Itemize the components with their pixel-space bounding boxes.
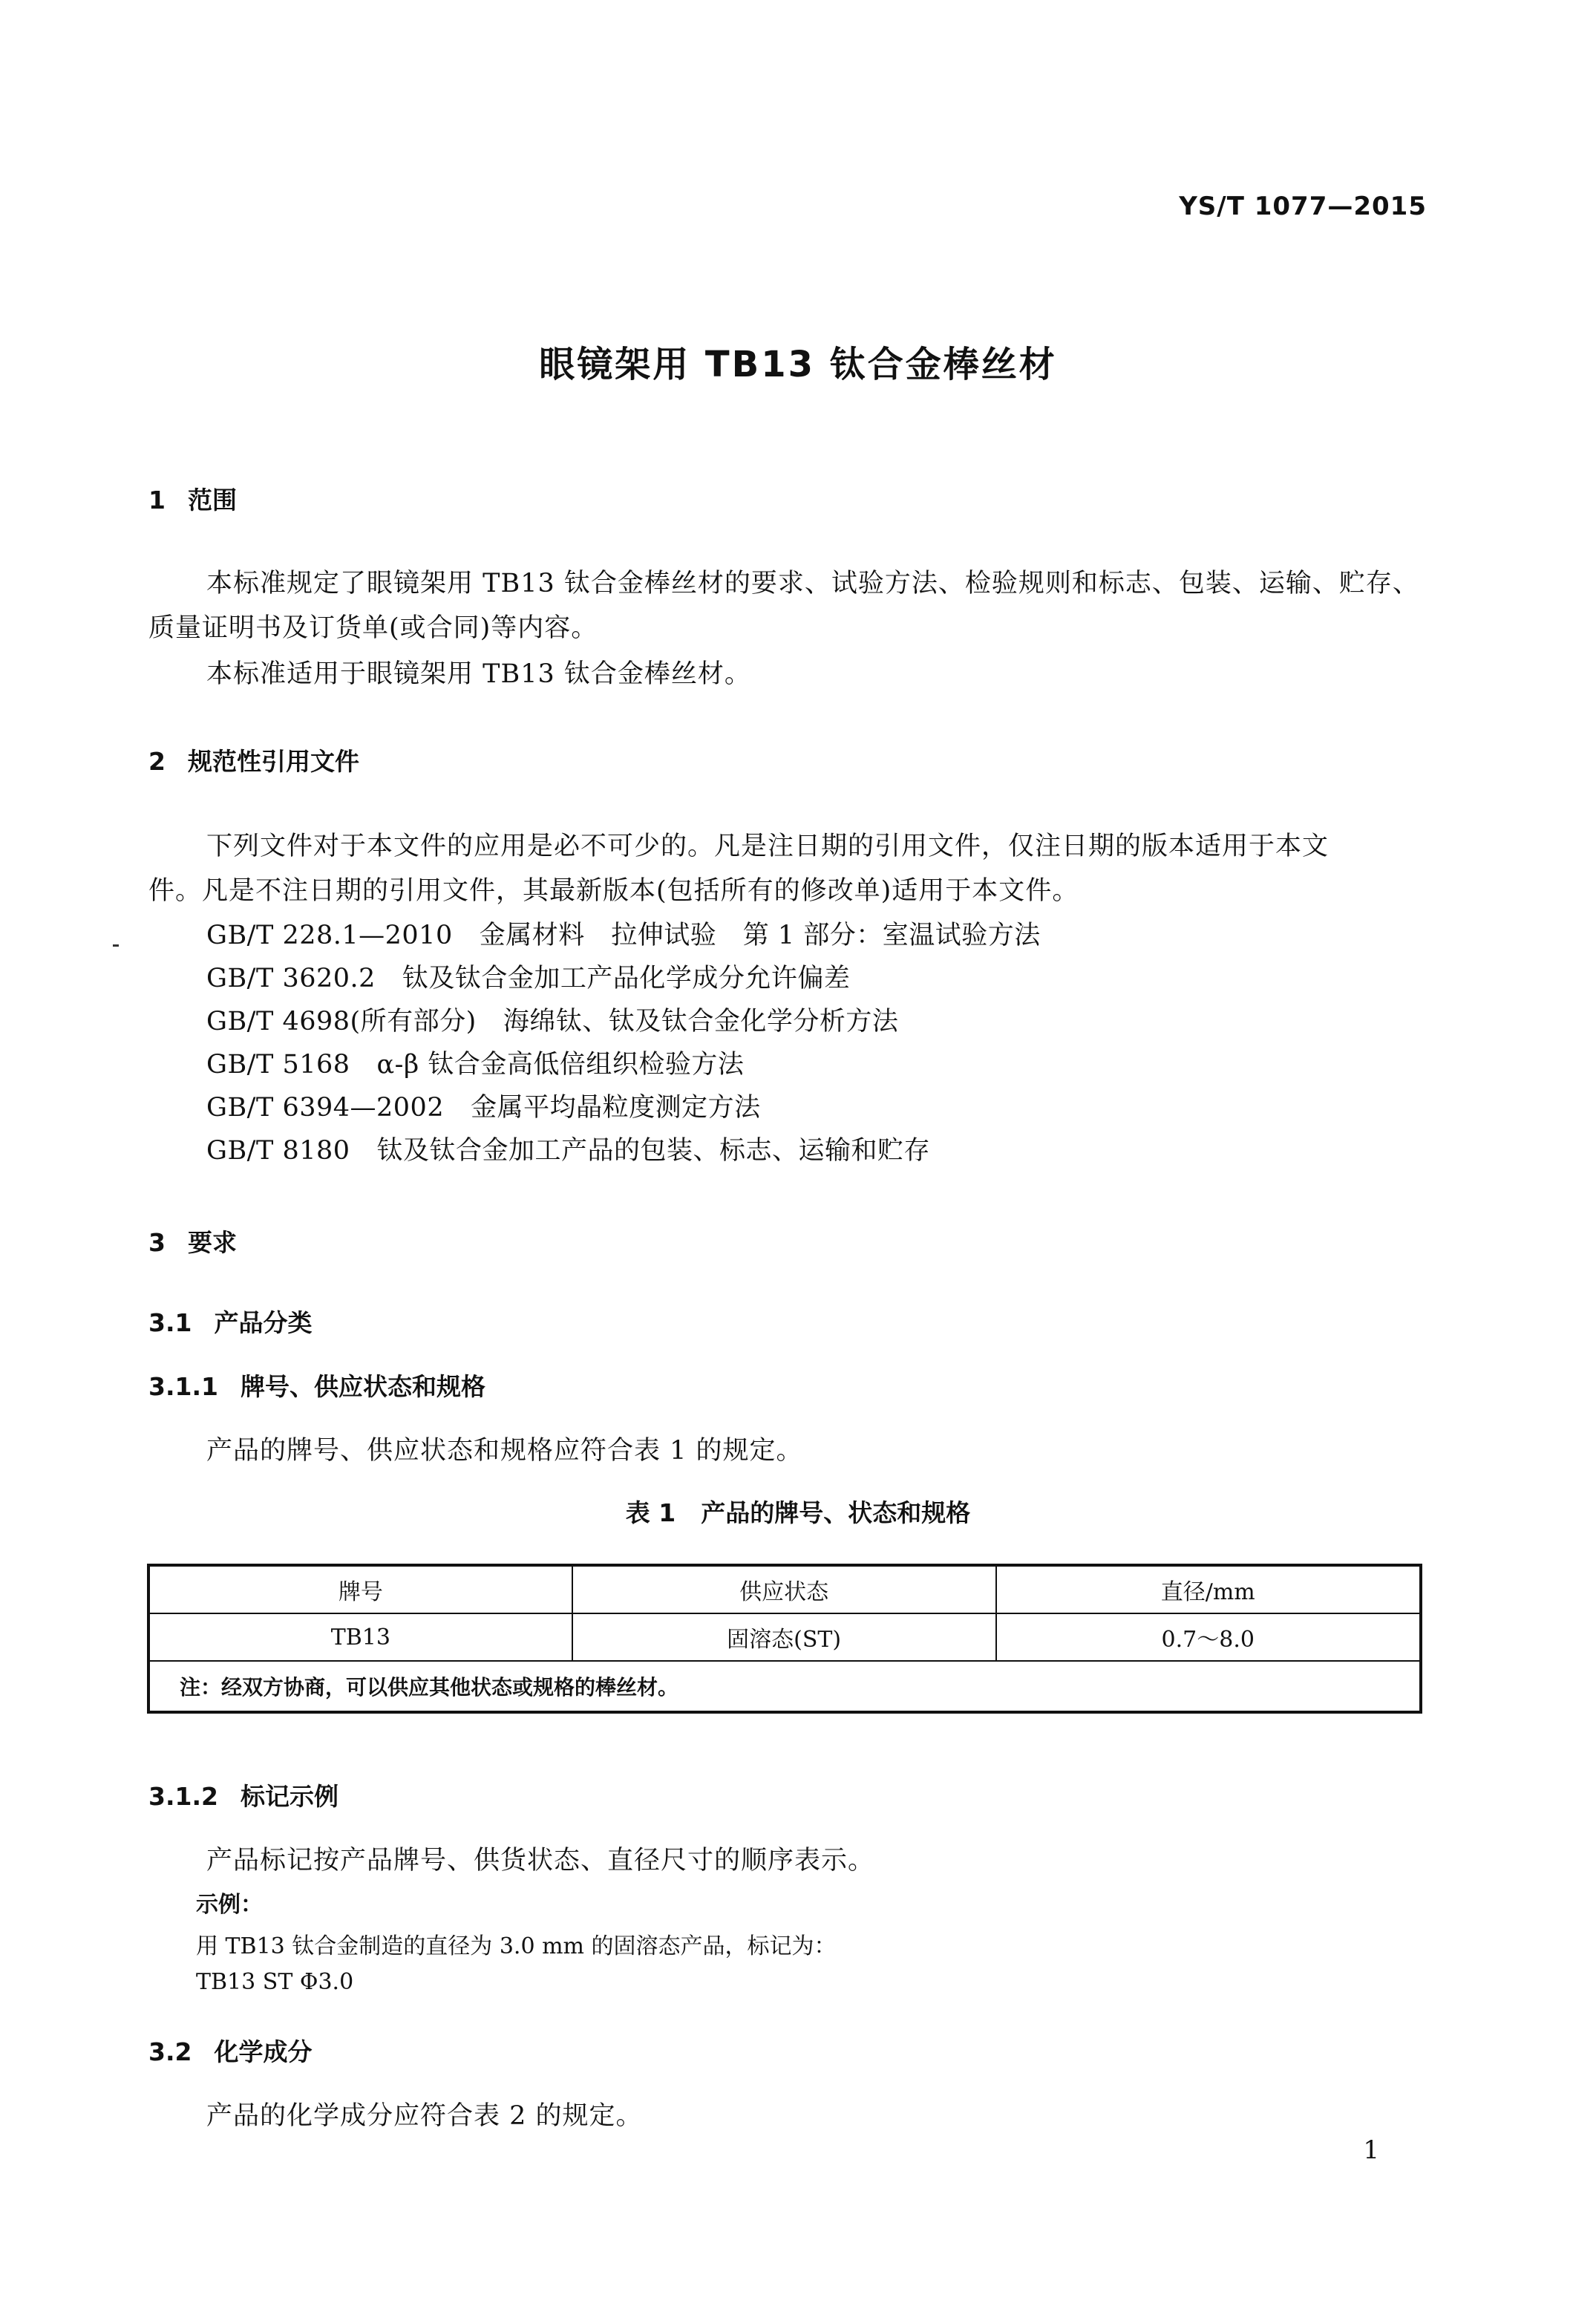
scan-mark: [113, 944, 119, 947]
reference-title: 金属材料 拉伸试验 第 1 部分：室温试验方法: [479, 921, 1041, 950]
section-title: 产品分类: [214, 1308, 313, 1337]
reference-code: GB/T 8180: [206, 1136, 350, 1166]
reference-title: 金属平均晶粒度测定方法: [471, 1093, 761, 1123]
reference-code: GB/T 6394—2002: [206, 1093, 445, 1123]
example-marking: TB13 ST Φ3.0: [196, 1969, 354, 1995]
page-number: 1: [1363, 2135, 1379, 2165]
table-caption: [0, 1494, 1596, 1529]
paragraph: 产品的化学成分应符合表 2 的规定。: [206, 2101, 643, 2131]
section-number: 3.2: [148, 2037, 192, 2066]
paragraph: 产品标记按产品牌号、供货状态、直径尺寸的顺序表示。: [206, 1846, 875, 1875]
reference-code: GB/T 4698(所有部分): [206, 1007, 477, 1036]
section-number: 3.1.1: [148, 1372, 218, 1401]
reference-code: GB/T 228.1—2010: [206, 921, 453, 950]
table-header-row: [148, 1565, 1421, 1613]
paragraph: 下列文件对于本文件的应用是必不可少的。凡是注日期的引用文件，仅注日期的版本适用于本文: [206, 832, 1330, 861]
section-title: 规范性引用文件: [187, 747, 359, 776]
table-header-cell: 直径/mm: [996, 1565, 1422, 1613]
section-3-2-heading: [148, 2033, 312, 2068]
table-row: [148, 1613, 1421, 1661]
reference-title: α-β 钛合金高低倍组织检验方法: [376, 1050, 745, 1080]
reference-item: [206, 1001, 898, 1038]
reference-item: [206, 1130, 930, 1167]
section-3-heading: [148, 1224, 237, 1258]
reference-title: 钛及钛合金加工产品化学成分允许偏差: [402, 964, 851, 993]
reference-item: [206, 915, 1041, 952]
example-text: 用 TB13 钛合金制造的直径为 3.0 mm 的固溶态产品，标记为：: [196, 1933, 837, 1959]
section-2-heading: [148, 742, 359, 777]
section-3-1-1-heading: [148, 1368, 485, 1403]
section-title: 化学成分: [214, 2037, 313, 2066]
reference-item: [206, 1044, 744, 1081]
section-number: 2: [148, 747, 166, 776]
table-cell: TB13: [148, 1613, 572, 1661]
reference-title: 海绵钛、钛及钛合金化学分析方法: [503, 1007, 899, 1036]
section-title: 标记示例: [240, 1782, 339, 1811]
standard-code: YS/T 1077—2015: [1179, 192, 1427, 221]
section-title: 范围: [187, 486, 237, 515]
table-cell: 固溶态(ST): [572, 1613, 996, 1661]
section-3-1-2-heading: [148, 1777, 339, 1812]
table-title: 产品的牌号、状态和规格: [701, 1498, 971, 1527]
section-number: 3: [148, 1228, 166, 1257]
section-1-heading: [148, 481, 237, 516]
reference-item: [206, 1087, 761, 1124]
paragraph: 本标准规定了眼镜架用 TB13 钛合金棒丝材的要求、试验方法、检验规则和标志、包装、运输、贮存、: [206, 569, 1419, 598]
section-number: 1: [148, 486, 166, 515]
reference-title: 钛及钛合金加工产品的包装、标志、运输和贮存: [376, 1136, 931, 1166]
section-number: 3.1.2: [148, 1782, 218, 1811]
spec-table: [147, 1564, 1422, 1714]
section-number: 3.1: [148, 1308, 192, 1337]
paragraph: 质量证明书及订货单(或合同)等内容。: [148, 613, 598, 643]
document-title: 眼镜架用 TB13 钛合金棒丝材: [539, 344, 1057, 385]
table-header-cell: 牌号: [148, 1565, 572, 1613]
table-note: 注：经双方协商，可以供应其他状态或规格的棒丝材。: [148, 1661, 1421, 1712]
reference-code: GB/T 3620.2: [206, 964, 376, 993]
paragraph: 本标准适用于眼镜架用 TB13 钛合金棒丝材。: [206, 659, 751, 689]
reference-item: [206, 958, 850, 995]
section-3-1-heading: [148, 1304, 312, 1339]
table-header-cell: 供应状态: [572, 1565, 996, 1613]
example-label: 示例：: [196, 1892, 263, 1918]
reference-code: GB/T 5168: [206, 1050, 350, 1080]
table-number: 表 1: [625, 1498, 676, 1527]
paragraph: 件。凡是不注日期的引用文件，其最新版本(包括所有的修改单)适用于本文件。: [148, 876, 1079, 906]
table-note-row: [148, 1661, 1421, 1712]
table-cell: 0.7～8.0: [996, 1613, 1422, 1661]
paragraph: 产品的牌号、供应状态和规格应符合表 1 的规定。: [206, 1436, 803, 1466]
section-title: 牌号、供应状态和规格: [240, 1372, 485, 1401]
section-title: 要求: [187, 1228, 237, 1257]
